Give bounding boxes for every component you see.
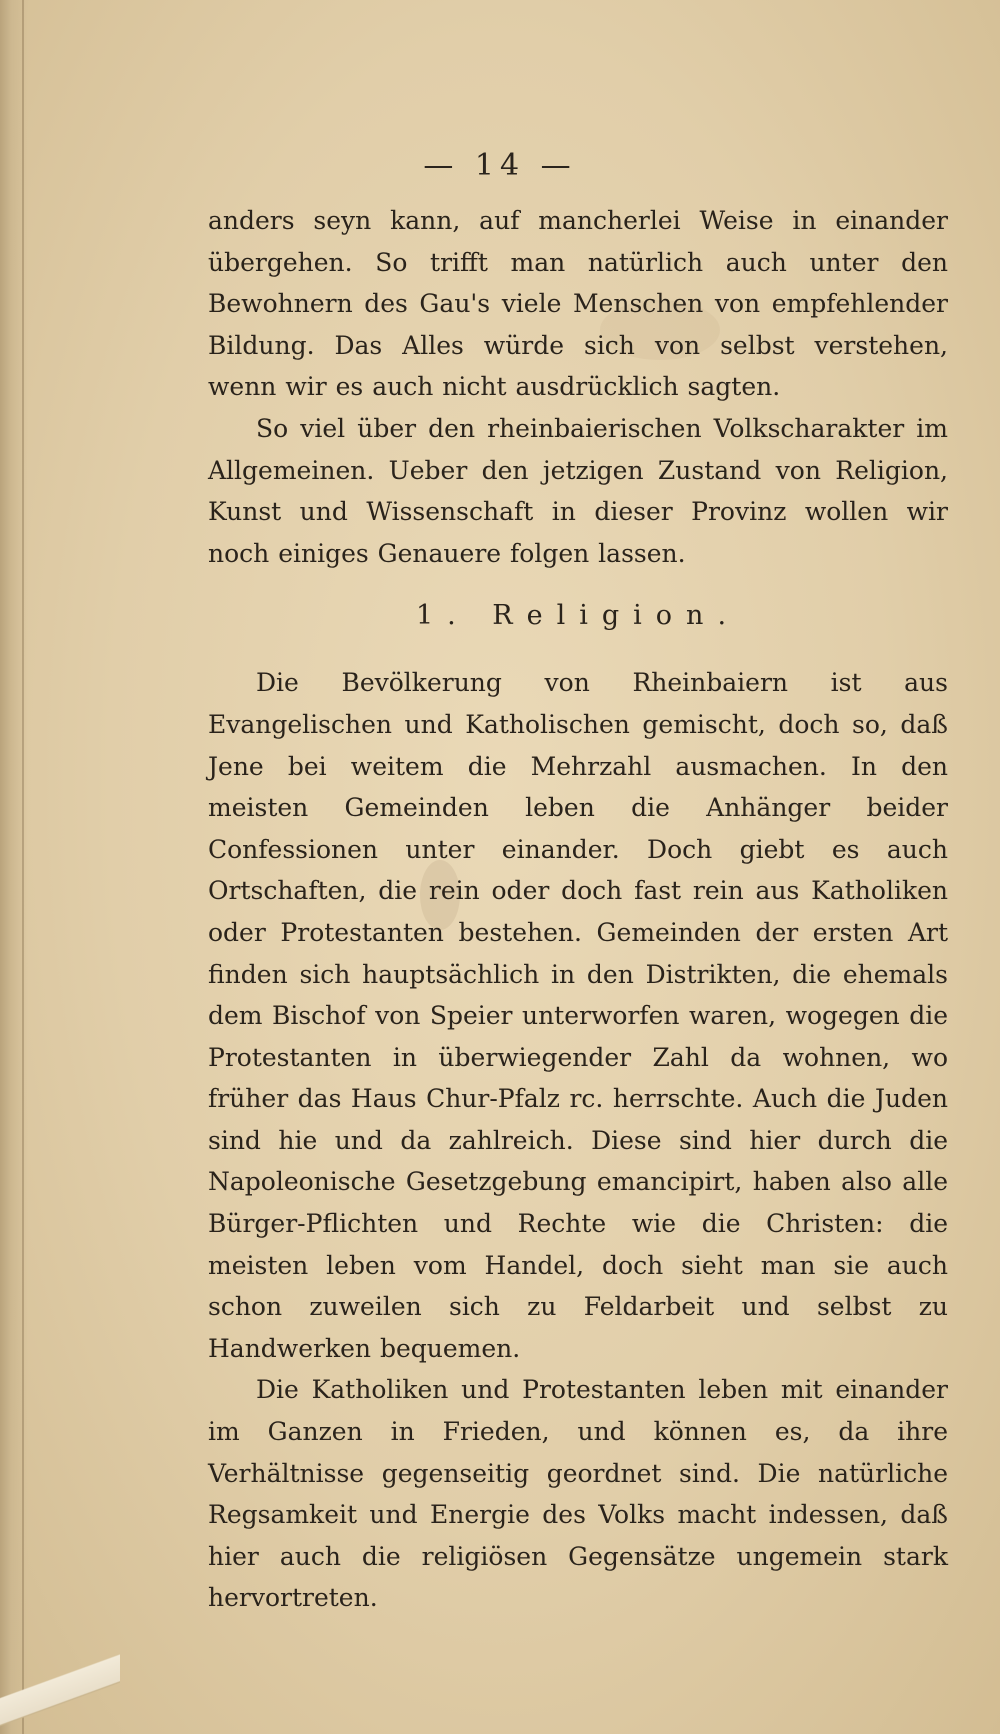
section-heading: 1. Religion. xyxy=(415,600,741,632)
paragraph: Die Bevölkerung von Rheinbaiern ist aus Evangelischen und Katholischen gemischt, doch so, daß Jene bei weitem die Mehrzahl ausmachen. In den meisten Gemeinden leben die Anhänger beider Confessionen unter einander. Doch giebt es auch Ortschaften, die rein oder doch fast rein aus Katholiken oder Protestanten bestehen. Gemeinden der ersten Art finden sich hauptsächlich in den Distrikten, die ehemals dem Bischof von Speier unterworfen waren, wogegen die Protestanten in überwiegender Zahl da wohnen, wo früher das Haus Chur-Pfalz rc. herrschte. Auch die Juden sind hie und da zahlreich. Diese sind hier durch die Napoleonische Gesetzgebung emancipirt, haben also alle Bürger-Pflichten und Rechte wie die Christen: die meisten leben vom Handel, doch sieht man sie auch schon zuweilen sich zu Feldarbeit und selbst zu Handwerken bequemen. xyxy=(208,668,948,1363)
torn-corner xyxy=(0,1644,120,1734)
body-text xyxy=(208,200,948,1619)
paragraph: Die Katholiken und Protestanten leben mit einander im Ganzen in Frieden, und können es, da ihre Verhältnisse gegenseitig geordnet sind. Die natürliche Regsamkeit und Energie des Volks macht indessen, daß hier auch die religiösen Gegensätze ungemein stark hervortreten. xyxy=(208,1375,948,1613)
paragraph-continued: anders seyn kann, auf mancherlei Weise in einander übergehen. So trifft man natürlich auch unter den Bewohnern des Gau's viele Menschen von empfehlender Bildung. Das Alles würde sich von selbst verstehen, wenn wir es auch nicht ausdrücklich sagten. xyxy=(208,206,948,402)
paragraph: So viel über den rheinbaierischen Volkscharakter im Allgemeinen. Ueber den jetzigen Zustand von Religion, Kunst und Wissenschaft in dieser Provinz wollen wir noch einiges Genauere folgen lassen. xyxy=(208,413,948,568)
page-number: — 14 — xyxy=(423,148,577,183)
binding-fold-line xyxy=(22,0,24,1734)
